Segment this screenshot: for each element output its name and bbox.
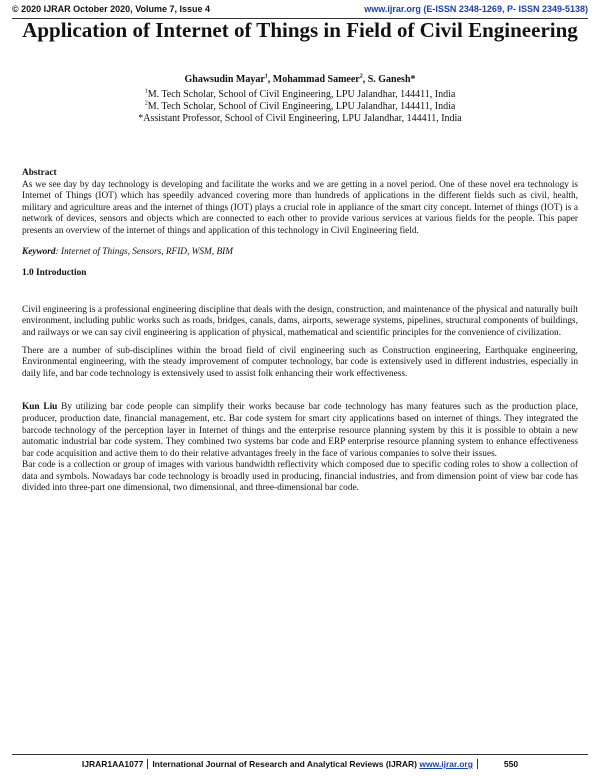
intro-paragraph-3 <box>22 402 578 460</box>
affiliation-2-text: M. Tech Scholar, School of Civil Engineering, LPU Jalandhar, 144411, India <box>147 101 456 112</box>
intro-paragraph-3-lead: Kun Liu <box>22 402 58 413</box>
affiliation-1-text: M. Tech Scholar, School of Civil Engineering, LPU Jalandhar, 144411, India <box>147 89 456 100</box>
author-2-sup: 2 <box>359 73 363 80</box>
affiliation-2 <box>20 101 580 113</box>
paper-title: Application of Internet of Things in Field of Civil Engineering <box>22 18 578 42</box>
intro-paragraph-1: Civil engineering is a professional engineering discipline that deals with the design, construction, and maintenance of the physical and naturally built environment, including public works such as roads, bridges, canals, dams, airports, sewerage systems, pipelines, structural components of buildings, and railways or we can say civil engineering is application of physical, mathematical and scientific principles for the convenience of civilization. <box>22 304 578 338</box>
author-2-name: Mohammad Sameer <box>272 74 360 85</box>
header-journal-info: © 2020 IJRAR October 2020, Volume 7, Issue 4 <box>12 4 211 14</box>
keywords-terms: : Internet of Things, Sensors, RFID, WSM, BIM <box>55 246 233 257</box>
footer-journal-name: International Journal of Research and Analytical Reviews (IJRAR) <box>152 759 417 769</box>
author-block <box>20 74 580 125</box>
intro-paragraph-4: Bar code is a collection or group of images with various bandwidth reflectivity which composed due to specific coding roles to show a collection of data and symbols. Nowadays bar code technology is broadly used in producing, financial industries, and from dimension point of view bar code has divided into three-part one dimensional, two dimensional, and three-dimensional bar code. <box>22 460 578 494</box>
affiliation-1 <box>20 89 580 101</box>
author-3-name: S. Ganesh* <box>367 74 416 85</box>
affiliation-1-sup: 1 <box>144 88 148 95</box>
footer-divider <box>147 759 148 769</box>
affiliation-3 <box>20 113 580 125</box>
header-issn-info: www.ijrar.org (E-ISSN 2348-1269, P- ISSN 2349-5138) <box>364 4 588 14</box>
paper-body <box>22 168 578 495</box>
abstract-heading: Abstract <box>22 168 57 178</box>
affiliation-3-text: *Assistant Professor, School of Civil Engineering, LPU Jalandhar, 144411, India <box>138 113 462 124</box>
footer-journal-link[interactable]: www.ijrar.org <box>419 759 473 769</box>
intro-paragraph-2: There are a number of sub-disciplines within the broad field of civil engineering such as Construction engineering, Earthquake engineering, Environmental engineering, with the steady improvement of computer technology, bar code is extensively used in different industries, especially in daily life, and bar code technology is extensively used to assist folk enhancing their work effectiveness. <box>22 345 578 379</box>
footer-paper-id: IJRAR1AA1077 <box>81 759 144 769</box>
author-1-name: Ghawsudin Mayar <box>184 74 265 85</box>
abstract-text: As we see day by day technology is developing and facilitate the works and we are getting in a novel period. One of these novel era technology is Internet of Things (IOT) which has speedily advanced covering more than hundreds of applications in the different fields such as civil, health, military and agriculture areas and the internet of things (IOT) plays a crucial role in appliance of the smart city concept. Internet of things (IOT) is a network of devices, sensors and objects which are connected to each other to provide various services at various fields for the people. This paper presents an overview of the internet of things and application of this technology in Civil Engineering field. <box>22 179 578 236</box>
keywords-line <box>22 247 578 259</box>
page-number: 550 <box>503 759 519 769</box>
section-heading-introduction: 1.0 Introduction <box>22 268 87 279</box>
author-1-sup: 1 <box>264 73 268 80</box>
footer-divider-2 <box>477 759 478 769</box>
running-footer <box>12 754 588 771</box>
keywords-label: Keyword <box>22 246 56 257</box>
running-header <box>12 4 588 19</box>
author-names: Ghawsudin Mayar$^1$, Mohammad Sameer$^2$, S. Ganesh* <box>184 73 416 85</box>
intro-paragraph-3-text: By utilizing bar code people can simplify their works because bar code technology has many features such as the production place, producer, production date, financial management, etc. Bar code system for smart city applications based on internet of things. They integrated the barcode technology of the perception layer in Internet of things and the enterprise resource planning system by this it is possible to obtain a new automatic industrial bar code system. They combined two systems bar code and ERP enterprise resource planning system to enhance effectiveness bar code acquisition and active them to do their relative advantages freely in the face of various companies to solve their issues. <box>22 402 578 459</box>
affiliation-2-sup: 2 <box>144 100 148 107</box>
